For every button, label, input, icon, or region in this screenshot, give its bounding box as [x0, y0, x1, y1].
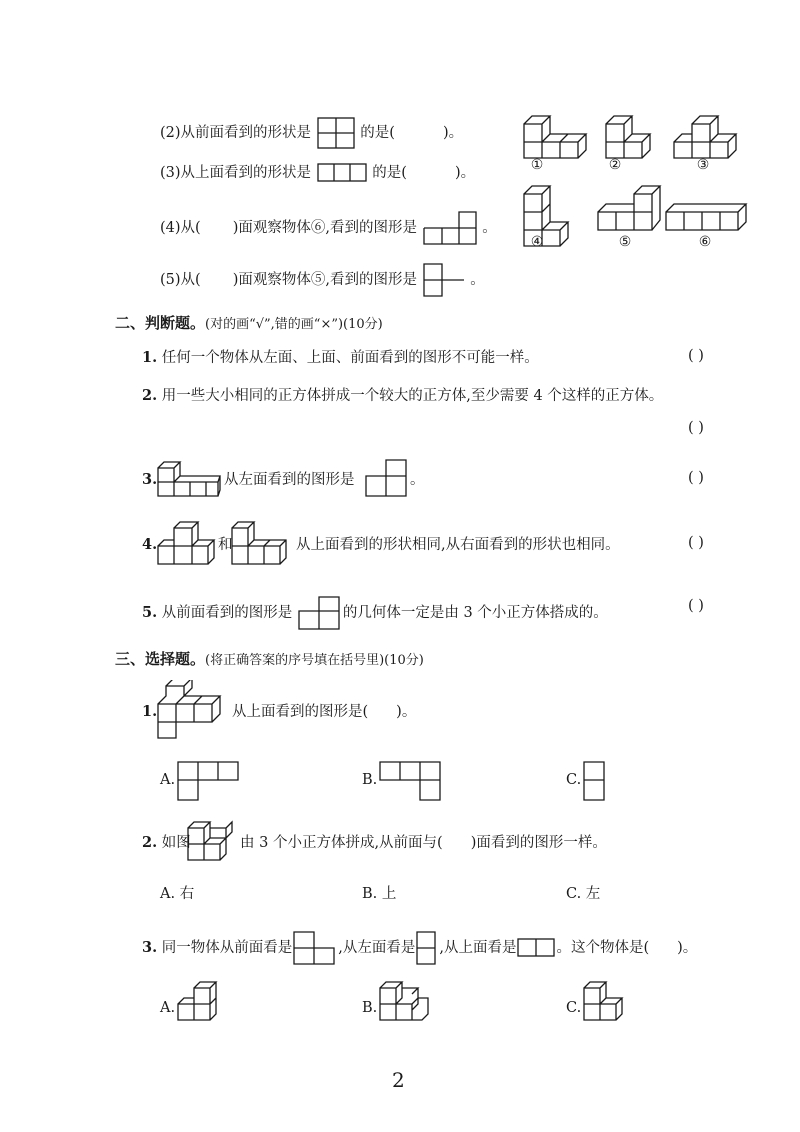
q1-2-after: 的是( [360, 125, 395, 141]
q1-3-after: 的是( [372, 165, 407, 181]
section-2-header [115, 312, 383, 333]
item-number: 5. [142, 604, 158, 621]
answer-paren[interactable]: ( ) [688, 535, 704, 551]
mc-3-close: 。这个物体是( [556, 940, 650, 956]
section-2-title: 二、判断题。 [115, 314, 206, 332]
q1-4-label: (4)从( [160, 220, 201, 236]
page-number: 2 [392, 1068, 405, 1092]
q1-5-mid: )面观察物体⑤,看到的图形是 [232, 272, 417, 288]
option-label: B. [362, 1000, 378, 1016]
section-2-note: (对的画“√”,错的画“×”)(10分) [205, 317, 383, 332]
tf-item-4-mid: 和 [218, 537, 233, 553]
answer-paren[interactable]: ( ) [688, 420, 704, 436]
figure-label-6: ⑥ [698, 234, 712, 250]
option-label: C. [566, 772, 582, 788]
tf-item-5 [142, 595, 608, 631]
mc-3 [142, 930, 697, 966]
tf-item-text: 从左面看到的图形是 [224, 472, 355, 488]
q1-4 [160, 210, 497, 246]
answer-paren[interactable]: ( ) [688, 348, 704, 364]
option-label: A. [160, 1000, 176, 1016]
front-view-cross-icon [316, 116, 356, 150]
mc-3-option-c[interactable] [566, 1000, 581, 1016]
tf-item-text: 从前面看到的图形是 [161, 605, 293, 621]
mc-1-text [232, 702, 416, 722]
solid-figure-2 [606, 116, 650, 158]
mc-1-option-b[interactable] [362, 772, 377, 788]
tf-item-text: 用一些大小相同的正方体拼成一个较大的正方体,至少需要 4 个这样的正方体。 [161, 388, 664, 404]
answer-paren[interactable]: ( ) [688, 470, 704, 486]
q1-2-close: )。 [442, 125, 464, 141]
mc-2-option-c[interactable]: C. 左 [566, 886, 601, 902]
mc-2-prompt: 由 3 个小正方体拼成,从前面与( [240, 835, 443, 851]
mc-3-option-c-solid [582, 978, 632, 1024]
figure-label-1: ① [530, 157, 544, 173]
mc-1-option-a[interactable] [160, 772, 175, 788]
mc-3-option-b[interactable] [362, 1000, 377, 1016]
mc-1-option-b-shape [378, 760, 442, 802]
view-shape-icon [422, 210, 478, 246]
mc-3-left-label: ,从左面看是 [338, 940, 416, 956]
top-view-three-squares-icon [316, 162, 368, 184]
front-view-shape-icon [297, 595, 343, 631]
q1-2 [160, 116, 463, 150]
item-number: 2. [142, 834, 158, 851]
mc-2-pre: 如图 [161, 835, 191, 851]
mc-1-option-c-shape [582, 760, 608, 802]
q1-4-close: 。 [482, 220, 497, 236]
q1-3 [160, 162, 475, 184]
q1-2-label: (2)从前面看到的形状是 [160, 125, 312, 141]
mc-3-end: )。 [677, 940, 698, 956]
q1-4-mid: )面观察物体⑥,看到的图形是 [232, 220, 417, 236]
item-number: 2. [142, 387, 158, 404]
tf-3-solid-icon [156, 458, 222, 500]
q1-5-label: (5)从( [160, 272, 201, 288]
item-number: 3. [142, 471, 158, 488]
tf-item-3-text [224, 470, 355, 490]
option-label: A. [160, 772, 176, 788]
mc-2-text [240, 833, 607, 853]
mc-2 [142, 833, 191, 853]
q1-3-close: )。 [454, 165, 476, 181]
tf-item-3-close: 。 [410, 472, 425, 488]
q1-5-close: 。 [470, 272, 485, 288]
figure-label-4: ④ [530, 234, 544, 250]
left-view-shape-icon [364, 458, 410, 498]
mc-3-option-a[interactable] [160, 1000, 175, 1016]
figure-label-2: ② [608, 157, 622, 173]
solid-figure-6 [666, 204, 746, 230]
answer-paren[interactable]: ( ) [688, 598, 704, 614]
mc-3-option-b-solid [378, 978, 434, 1024]
figure-label-3: ③ [696, 157, 710, 173]
mc-1-prompt: 从上面看到的图形是( [232, 704, 369, 720]
tf-4-solid-b-icon [230, 518, 296, 570]
mc-1-option-a-shape [176, 760, 240, 802]
solid-figure-3 [674, 116, 736, 158]
mc-2-solid-icon [186, 818, 240, 864]
mc-1-solid-icon [156, 680, 236, 740]
mc-1 [142, 702, 157, 722]
item-number: 4. [142, 536, 158, 553]
section-3-header [115, 648, 424, 669]
figure-label-5: ⑤ [618, 234, 632, 250]
section-3-title: 三、选择题。 [115, 650, 206, 668]
mc-3-pre: 同一物体从前面看是 [161, 940, 293, 956]
mc-3-option-a-solid [176, 978, 222, 1024]
view-shape-icon [422, 262, 466, 298]
mc-3-left-view-icon [415, 930, 439, 966]
tf-item-4 [142, 535, 157, 555]
item-number: 1. [142, 703, 158, 720]
option-label: B. [362, 772, 378, 788]
section-3-note: (将正确答案的序号填在括号里)(10分) [205, 653, 424, 668]
item-number: 3. [142, 939, 158, 956]
tf-item-1 [142, 348, 539, 368]
tf-item-text: 任何一个物体从左面、上面、前面看到的图形不可能一样。 [161, 350, 539, 366]
mc-2-option-a[interactable]: A. 右 [160, 886, 195, 902]
mc-3-top-label: ,从上面看是 [439, 940, 517, 956]
mc-2-option-b[interactable]: B. 上 [362, 886, 397, 902]
solid-figure-5 [598, 186, 660, 230]
q1-3-label: (3)从上面看到的形状是 [160, 165, 312, 181]
mc-1-close: )。 [396, 704, 417, 720]
q1-5 [160, 262, 485, 298]
mc-2-close: )面看到的图形一样。 [470, 835, 607, 851]
tf-item-3 [142, 470, 157, 490]
tf-4-solid-a-icon [156, 518, 216, 570]
mc-1-option-c[interactable] [566, 772, 581, 788]
tf-item-text-after: 的几何体一定是由 3 个小正方体搭成的。 [342, 605, 608, 621]
solid-figure-1 [524, 116, 586, 158]
tf-item-4-text: 从上面看到的形状相同,从右面看到的形状也相同。 [296, 537, 620, 553]
tf-item-2 [142, 386, 663, 406]
mc-3-top-view-icon [516, 937, 556, 959]
option-label: C. [566, 1000, 582, 1016]
item-number: 1. [142, 349, 158, 366]
mc-3-front-view-icon [292, 930, 338, 966]
